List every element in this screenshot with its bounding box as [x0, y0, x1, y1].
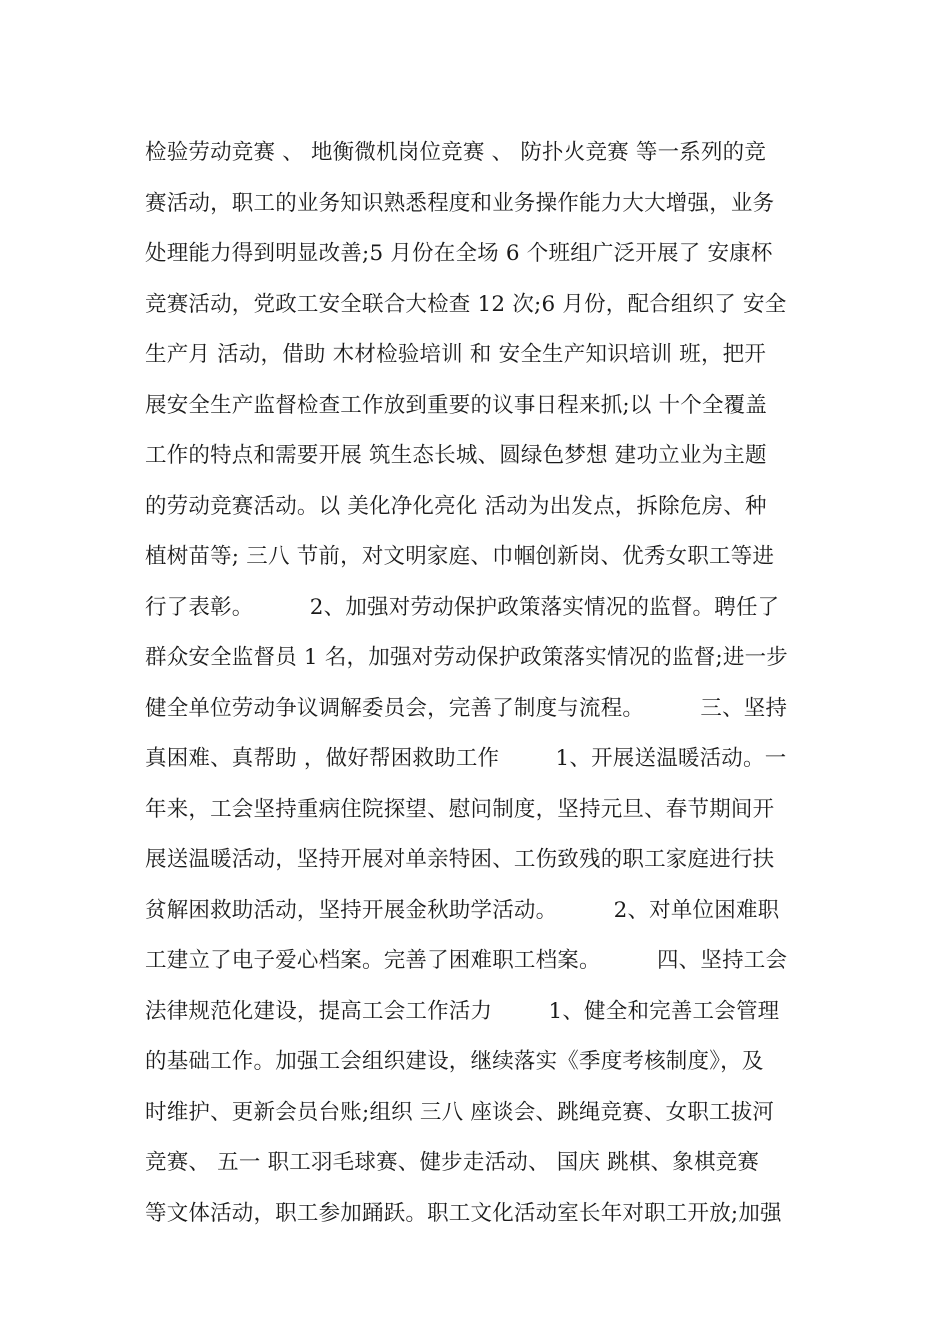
text-line: 年来，工会坚持重病住院探望、慰问制度，坚持元旦、春节期间开 [145, 796, 775, 822]
text-line: 行了表彰。 2、加强对劳动保护政策落实情况的监督。聘任了 [145, 594, 780, 620]
text-line: 竞赛活动，党政工安全联合大检查 12 次;6 月份，配合组织了 安全 [145, 291, 787, 317]
text-line: 检验劳动竞赛 、 地衡微机岗位竞赛 、 防扑火竞赛 等一系列的竞 [145, 140, 767, 165]
text-line: 展送温暖活动，坚持开展对单亲特困、工伤致残的职工家庭进行扶 [145, 847, 775, 872]
text-line: 工作的特点和需要开展 筑生态长城、圆绿色梦想 建功立业为主题 [145, 443, 767, 468]
text-line: 展安全生产监督检查工作放到重要的议事日程来抓;以 十个全覆盖 [145, 392, 768, 418]
text-line: 处理能力得到明显改善;5 月份在全场 6 个班组广泛开展了 安康杯 [145, 241, 773, 266]
text-line: 时维护、更新会员台账;组织 三八 座谈会、跳绳竞赛、女职工拔河 [145, 1099, 775, 1125]
text-line: 健全单位劳动争议调解委员会，完善了制度与流程。 三、坚持 [145, 695, 788, 721]
text-line: 等文体活动，职工参加踊跃。职工文化活动室长年对职工开放;加强 [145, 1200, 782, 1226]
text-line: 真困难、真帮助 ，做好帮困救助工作 1、开展送温暖活动。一 [145, 746, 787, 771]
text-line: 植树苗等; 三八 节前，对文明家庭、巾帼创新岗、优秀女职工等进 [145, 544, 775, 569]
text-line: 贫解困救助活动，坚持开展金秋助学活动。 2、对单位困难职 [145, 897, 780, 923]
text-line: 群众安全监督员 1 名，加强对劳动保护政策落实情况的监督;进一步 [145, 645, 788, 670]
text-line: 的基础工作。加强工会组织建设，继续落实《季度考核制度》，及 [145, 1049, 764, 1074]
text-line: 赛活动，职工的业务知识熟悉程度和业务操作能力大大增强，业务 [145, 190, 775, 216]
body-text [145, 132, 810, 1243]
text-line: 生产月 活动，借助 木材检验培训 和 安全生产知识培训 班，把开 [145, 342, 767, 367]
text-line: 的劳动竞赛活动。以 美化净化亮化 活动为出发点，拆除危房、种 [145, 493, 767, 519]
text-line: 法律规范化建设，提高工会工作活力 1、健全和完善工会管理 [145, 998, 780, 1024]
text-line: 工建立了电子爱心档案。完善了困难职工档案。 四、坚持工会 [145, 948, 788, 973]
text-line: 竞赛、 五一 职工羽毛球赛、健步走活动、 国庆 跳棋、象棋竞赛 [145, 1150, 760, 1175]
